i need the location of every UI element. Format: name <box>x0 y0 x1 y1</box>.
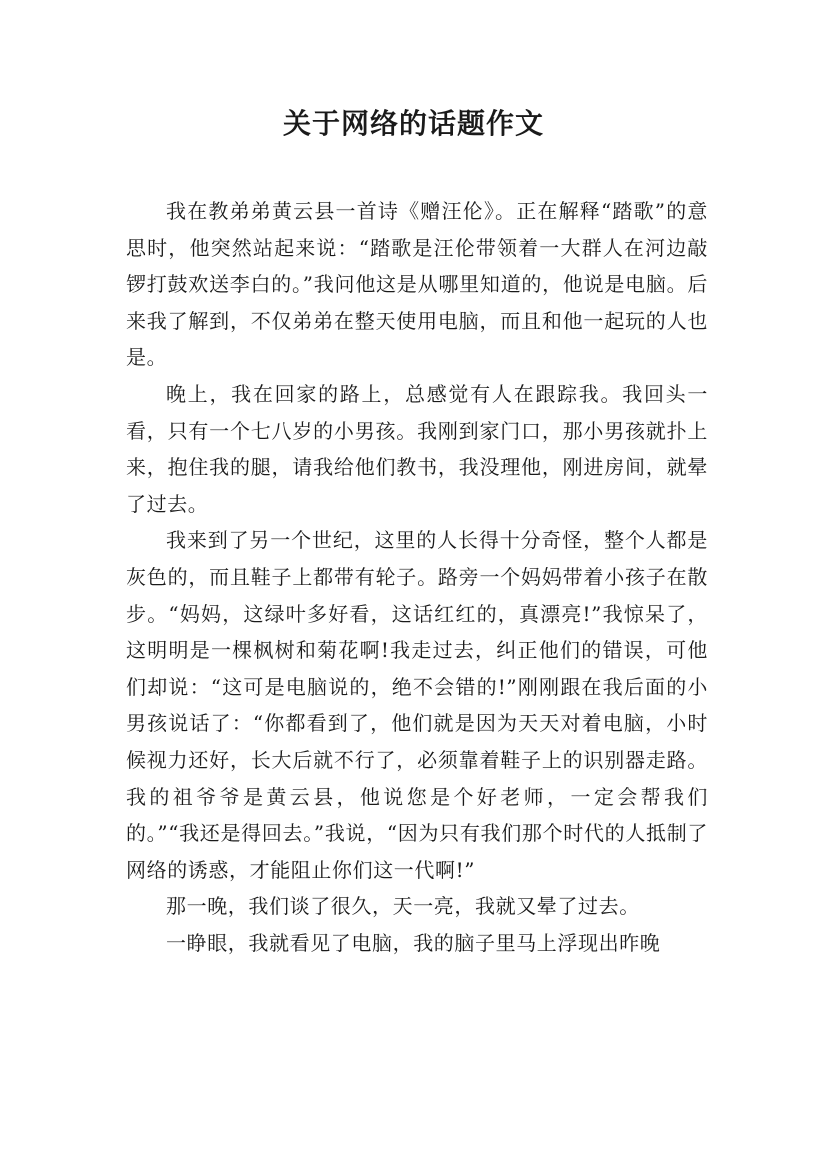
paragraph: 晚上，我在回家的路上，总感觉有人在跟踪我。我回头一看，只有一个七八岁的小男孩。我刚到家门口，那小男孩就扑上来，抱住我的腿，请我给他们教书，我没理他，刚进房间，就晕了过去。 <box>126 381 708 516</box>
paragraph: 我在教弟弟黄云县一首诗《赠汪伦》。正在解释“踏歌”的意思时，他突然站起来说：“踏歌是汪伦带领着一大群人在河边敲锣打鼓欢送李白的。”我问他这是从哪里知道的，他说是电脑。后来我了解到，不仅弟弟在整天使用电脑，而且和他一起玩的人也是。 <box>126 199 708 370</box>
paragraph: 我来到了另一个世纪，这里的人长得十分奇怪，整个人都是灰色的，而且鞋子上都带有轮子。路旁一个妈妈带着小孩子在散步。“妈妈，这绿叶多好看，这话红红的，真漂亮!”我惊呆了，这明明是一棵枫树和菊花啊!我走过去，纠正他们的错误，可他们却说：“这可是电脑说的，绝不会错的!”刚刚跟在我后面的小男孩说话了：“你都看到了，他们就是因为天天对着电脑，小时候视力还好，长大后就不行了，必须靠着鞋子上的识别器走路。我的祖爷爷是黄云县，他说您是个好老师，一定会帮我们的。”“我还是得回去。”我说，“因为只有我们那个时代的人抵制了网络的诱惑，才能阻止你们这一代啊!” <box>126 528 708 882</box>
paragraph: 一睁眼，我就看见了电脑，我的脑子里马上浮现出昨晚 <box>166 930 661 955</box>
document-body <box>126 193 708 961</box>
paragraph: 那一晚，我们谈了很久，天一亮，我就又晕了过去。 <box>166 894 640 919</box>
document-title: 关于网络的话题作文 <box>282 107 544 140</box>
